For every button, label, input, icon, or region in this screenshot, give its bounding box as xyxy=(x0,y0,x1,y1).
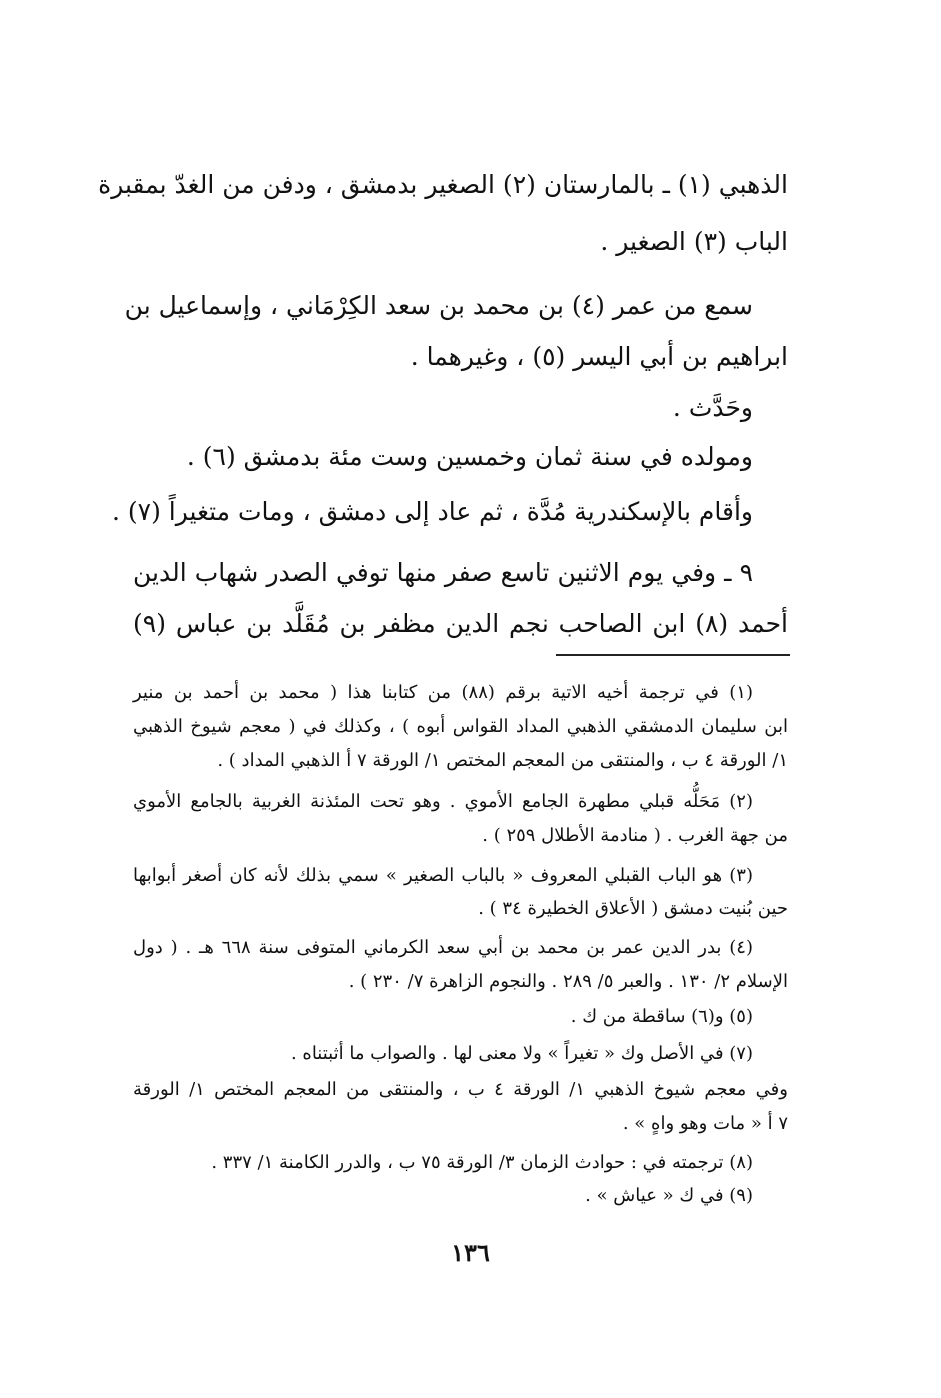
footnote-line: (٧) في الأصل وك « تغيراً » ولا معنى لها . والصواب ما أثبتناه . xyxy=(290,1043,753,1064)
main-text-line: ٩ ـ وفي يوم الاثنين تاسع صفر منها توفي الصدر شهاب الدين xyxy=(133,558,753,587)
footnote-line: وفي معجم شيوخ الذهبي ١/ الورقة ٤ ب ، والمنتقى من المعجم المختص ١/ الورقة xyxy=(133,1079,788,1100)
footnote-line: (٤) بدر الدين عمر بن محمد بن أبي سعد الكرماني المتوفى سنة ٦٦٨ هـ . ( دول xyxy=(133,937,753,958)
main-text-line: سمع من عمر (٤) بن محمد بن سعد الكِرْمَاني ، وإسماعيل بن xyxy=(124,291,753,320)
footnote-line: (٣) هو الباب القبلي المعروف « بالباب الصغير » سمي بذلك لأنه كان أصغر أبوابها xyxy=(133,865,753,886)
footnote-line: (٢) مَحَلُّه قبلي مطهرة الجامع الأموي . وهو تحت المئذنة الغربية بالجامع الأموي xyxy=(133,791,753,812)
footnote-line: ١/ الورقة ٤ ب ، والمنتقى من المعجم المختص ١/ الورقة ٧ أ الذهبي المداد ) . xyxy=(217,750,788,771)
page-number: ١٣٦ xyxy=(451,1238,490,1267)
main-text-line: ابراهيم بن أبي اليسر (٥) ، وغيرهما . xyxy=(410,342,788,371)
footnote-line: (١) في ترجمة أخيه الاتية برقم (٨٨) من كتابنا هذا ( محمد بن أحمد بن منير xyxy=(133,682,753,703)
footnote-line: ابن سليمان الدمشقي الذهبي المداد القواس أبوه ) ، وكذلك في ( معجم شيوخ الذهبي xyxy=(133,716,788,737)
main-text-line: وأقام بالإسكندرية مُدَّة ، ثم عاد إلى دمشق ، ومات متغيراً (٧) . xyxy=(112,497,753,526)
footnote-divider xyxy=(556,654,790,656)
footnote-line: (٨) ترجمته في : حوادث الزمان ٣/ الورقة ٧٥ ب ، والدرر الكامنة ١/ ٣٣٧ . xyxy=(211,1152,753,1173)
main-text-line: الذهبي (١) ـ بالمارستان (٢) الصغير بدمشق ، ودفن من الغدّ بمقبرة xyxy=(98,170,788,199)
footnote-line: من جهة الغرب . ( منادمة الأطلال ٢٥٩ ) . xyxy=(482,825,788,846)
footnote-line: الإسلام ٢/ ١٣٠ . والعبر ٥/ ٢٨٩ . والنجوم الزاهرة ٧/ ٢٣٠ ) . xyxy=(348,971,788,992)
footnote-line: ٧ أ « مات وهو واهٍ » . xyxy=(622,1113,788,1134)
footnote-line: حين بُنيت دمشق ( الأعلاق الخطيرة ٣٤ ) . xyxy=(478,898,788,919)
main-text-line: أحمد (٨) ابن الصاحب نجم الدين مظفر بن مُقَلَّد بن عباس (٩) xyxy=(133,609,788,638)
footnote-line: (٩) في ك « عياش » . xyxy=(585,1185,753,1206)
footnote-line: (٥) و(٦) ساقطة من ك . xyxy=(570,1006,753,1027)
main-text-line: الباب (٣) الصغير . xyxy=(600,227,788,256)
main-text-line: وحَدَّث . xyxy=(672,393,753,422)
main-text-line: ومولده في سنة ثمان وخمسين وست مئة بدمشق (٦) . xyxy=(186,442,753,471)
